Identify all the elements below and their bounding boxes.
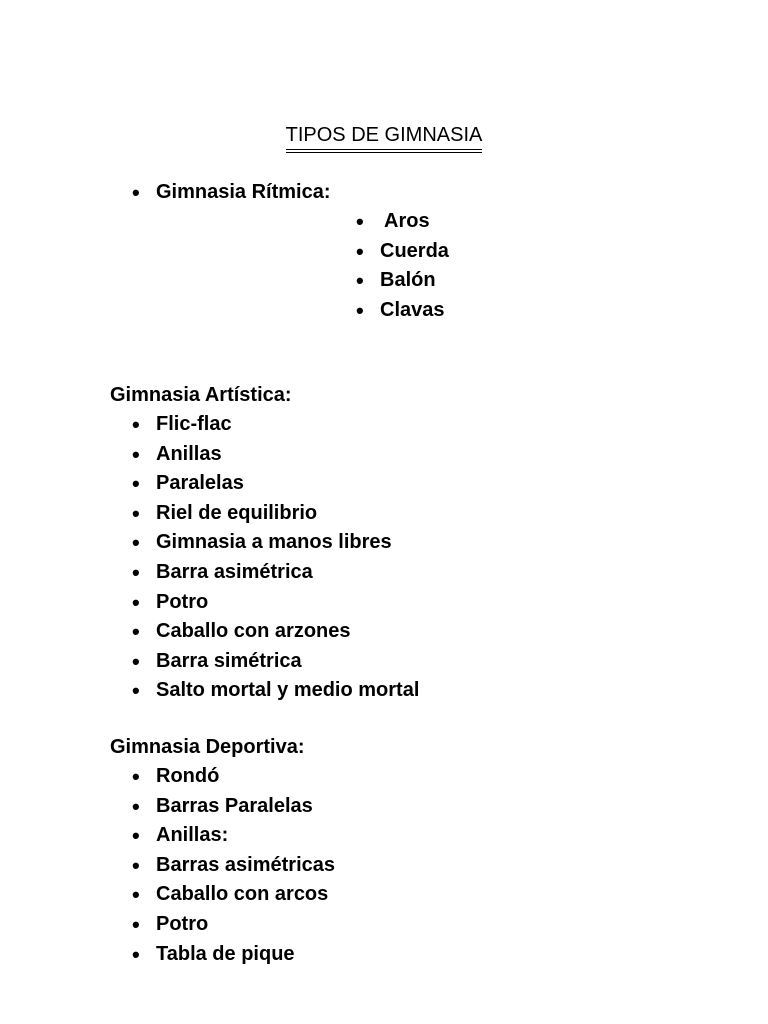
list-item: • Barras Paralelas: [156, 792, 335, 822]
list-item: • Potro: [156, 588, 419, 618]
document-title-text: TIPOS DE GIMNASIA: [286, 122, 483, 150]
list-item: • Anillas:: [156, 821, 335, 851]
list-item: • Flic-flac: [156, 410, 419, 440]
deportiva-list: [156, 762, 335, 969]
list-item: • Cuerda: [380, 237, 449, 267]
list-item: • Barras asimétricas: [156, 851, 335, 881]
ritmica-heading: • Gimnasia Rítmica:: [156, 178, 331, 208]
list-item: • Rondó: [156, 762, 335, 792]
list-item: • Potro: [156, 910, 335, 940]
list-item: • Barra simétrica: [156, 647, 419, 677]
list-item: • Anillas: [156, 440, 419, 470]
list-item: • Aros: [380, 207, 449, 237]
list-item: • Riel de equilibrio: [156, 499, 419, 529]
list-item: • Tabla de pique: [156, 940, 335, 970]
list-item: • Barra asimétrica: [156, 558, 419, 588]
ritmica-heading-list: [156, 178, 331, 208]
list-item: • Balón: [380, 266, 449, 296]
ritmica-list: [380, 207, 449, 325]
list-item: • Clavas: [380, 296, 449, 326]
list-item: • Caballo con arcos: [156, 880, 335, 910]
list-item: • Gimnasia a manos libres: [156, 528, 419, 558]
document-title: [0, 122, 768, 150]
list-item: • Caballo con arzones: [156, 617, 419, 647]
artistica-list: [156, 410, 419, 706]
list-item: • Salto mortal y medio mortal: [156, 676, 419, 706]
deportiva-heading: Gimnasia Deportiva:: [110, 736, 305, 758]
artistica-heading: Gimnasia Artística:: [110, 384, 292, 406]
list-item: • Paralelas: [156, 469, 419, 499]
